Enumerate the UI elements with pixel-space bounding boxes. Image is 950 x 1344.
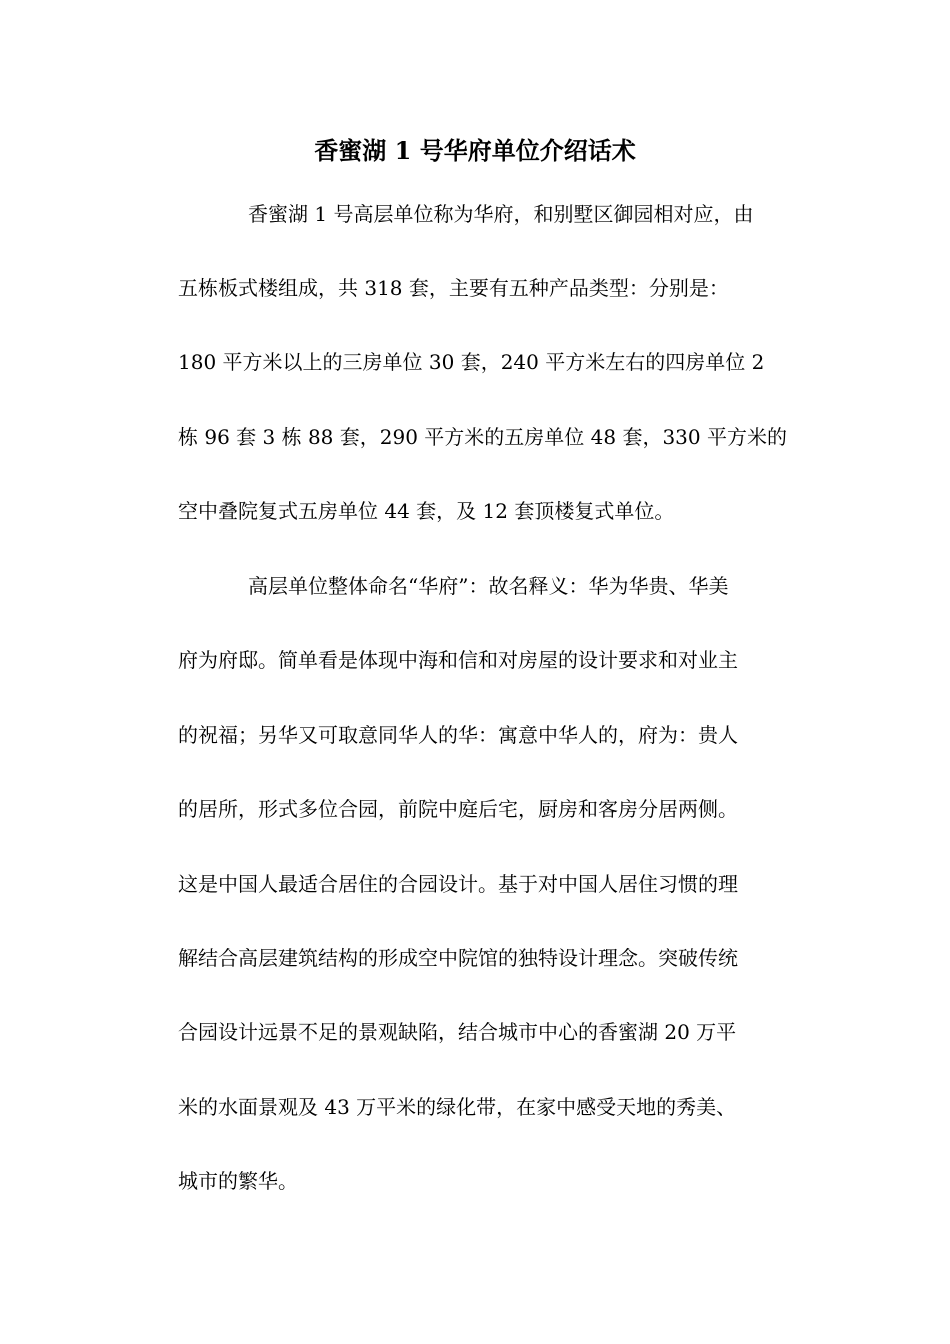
paragraph-1-line-5: 空中叠院复式五房单位 44 套，及 12 套顶楼复式单位。: [178, 499, 675, 523]
paragraph-2-line-5: 这是中国人最适合居住的合园设计。基于对中国人居住习惯的理: [178, 872, 738, 896]
paragraph-2-line-6: 解结合高层建筑结构的形成空中院馆的独特设计理念。突破传统: [178, 946, 738, 970]
paragraph-2-line-2: 府为府邸。简单看是体现中海和信和对房屋的设计要求和对业主: [178, 648, 738, 672]
paragraph-2-line-4: 的居所，形式多位合园，前院中庭后宅，厨房和客房分居两侧。: [178, 797, 738, 821]
paragraph-2-line-9: 城市的繁华。: [178, 1169, 298, 1193]
document-title: 香蜜湖 1 号华府单位介绍话术: [314, 136, 636, 165]
paragraph-2-line-1: 高层单位整体命名“华府”：故名释义：华为华贵、华美: [248, 574, 729, 598]
paragraph-2-line-8: 米的水面景观及 43 万平米的绿化带，在家中感受天地的秀美、: [178, 1095, 737, 1119]
paragraph-1-line-1: 香蜜湖 1 号高层单位称为华府，和别墅区御园相对应，由: [248, 202, 754, 226]
paragraph-1-line-4: 栋 96 套 3 栋 88 套，290 平方米的五房单位 48 套，330 平方米的: [178, 425, 787, 449]
paragraph-2-line-7: 合园设计远景不足的景观缺陷，结合城市中心的香蜜湖 20 万平: [178, 1020, 737, 1044]
paragraph-1-line-3: 180 平方米以上的三房单位 30 套，240 平方米左右的四房单位 2: [178, 350, 765, 374]
paragraph-1-line-2: 五栋板式楼组成，共 318 套，主要有五种产品类型：分别是：: [178, 276, 729, 300]
paragraph-2-line-3: 的祝福；另华又可取意同华人的华：寓意中华人的，府为：贵人: [178, 723, 738, 747]
